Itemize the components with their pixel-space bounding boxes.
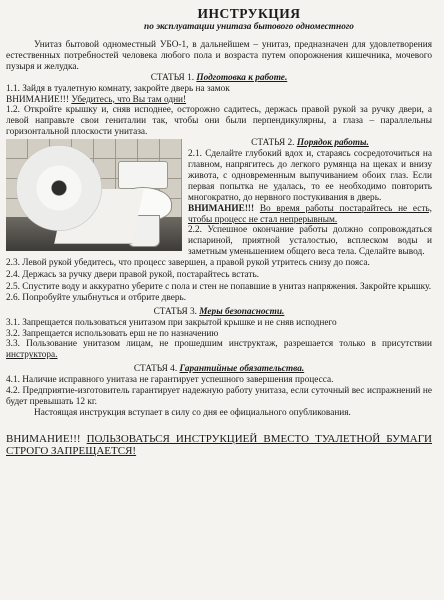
article-1-title: Подготовка к работе.: [196, 72, 288, 83]
article-4-heading: [6, 364, 432, 375]
item-2-2: 2.2. Успешное окончание работы должно сопровождаться испариной, приятной усталостью, всплеском воды и заметным уменьшением общего веса тела. Сделайте вывод.: [188, 225, 432, 258]
item-3-2: 3.2. Запрещается использовать ерш не по назначению: [6, 328, 219, 339]
final-warning-label: ВНИМАНИЕ!!!: [6, 432, 81, 445]
warning-label: ВНИМАНИЕ!!!: [6, 94, 70, 105]
item-3-3: [6, 339, 432, 361]
warning-text: Убедитесь, что Вы там одни!: [71, 94, 187, 105]
item-1-2: 1.2. Откройте крышку и, сняв исподнее, осторожно садитесь, держась правой рукой за ручку двери, а левой направьте свои гениталии так, чтобы они были перпендикулярны, а глаза – параллельны горизонтальной плоскости унитаза.: [6, 105, 432, 138]
intro-paragraph: Унитаз бытовой одноместный УБО-1, в дальнейшем – унитаз, предназначен для удовлетворения естественных потребностей человека любого пола и возраста путем опорожнения кишечника, мочевого пузыря и желудка.: [6, 40, 432, 72]
document-subtitle: по эксплуатации унитаза бытового одноместного: [144, 22, 354, 32]
toilet-photo: [6, 139, 182, 251]
item-3-3-instructor: инструктора.: [6, 350, 58, 361]
article-4-number: СТАТЬЯ 4.: [133, 364, 178, 375]
article-3-number: СТАТЬЯ 3.: [153, 306, 197, 317]
final-warning: [6, 433, 432, 458]
warning-text: Во время работы постарайтесь не есть, чтобы процесс не стал непрерывным.: [188, 203, 433, 225]
item-4-1: 4.1. Наличие исправного унитаза не гарантирует успешного завершения процесса.: [6, 375, 334, 386]
item-1-1-warning: [6, 95, 432, 106]
warning-label: ВНИМАНИЕ!!!: [188, 203, 255, 214]
article-3-title: Меры безопасности.: [199, 306, 285, 317]
article-4-title: Гарантийные обязательства.: [179, 364, 305, 375]
item-4-2: 4.2. Предприятие-изготовитель гарантирует надежную работу унитаза, если суточный вес испражнений не будет превышать 12 кг.: [6, 386, 432, 407]
article-1-number: СТАТЬЯ 1.: [150, 72, 195, 83]
article-2-block: [6, 138, 432, 258]
toilet-paper-roll: [16, 145, 102, 231]
item-2-5: 2.5. Спустите воду и аккуратно уберите с пола и стен не попавшие в унитаз напряжения. Закройте крышку.: [6, 281, 432, 292]
document-title: ИНСТРУКЦИЯ: [197, 6, 301, 21]
item-2-6: 2.6. Попробуйте улыбнуться и отбрите дверь.: [6, 292, 187, 303]
closing-statement: Настоящая инструкция вступает в силу со дня ее официального опубликования.: [34, 407, 351, 418]
article-2-title: Порядок работы.: [296, 138, 369, 149]
article-1-heading: [6, 73, 432, 84]
item-3-1: 3.1. Запрещается пользоваться унитазом при закрытой крышке и не сняв исподнего: [6, 317, 337, 328]
item-2-3: 2.3. Левой рукой убедитесь, что процесс завершен, а правой рукой утритесь снизу до пояса.: [6, 258, 370, 269]
item-3-3-text: 3.3. Пользование унитазом лицам, не прошедшим инструктаж, разрешается только в присутствии: [6, 339, 432, 350]
item-2-1: 2.1. Сделайте глубокий вдох и, стараясь сосредоточиться на главном, напрягитесь до легкого румянца на щеках и внизу живота, с одновременным выпучиванием обоих глаз. Если первая попытка не удалась, то ее необходимо повторить многократно, до нервного постукивания в дверь.: [188, 149, 432, 203]
item-2-4: 2.4. Держась за ручку двери правой рукой, постарайтесь встать.: [6, 270, 260, 281]
article-2-number: СТАТЬЯ 2.: [251, 138, 295, 149]
final-warning-text: ПОЛЬЗОВАТЬСЯ ИНСТРУКЦИЕЙ ВМЕСТО ТУАЛЕТНОЙ БУМАГИ СТРОГО ЗАПРЕЩАЕТСЯ!: [6, 432, 433, 458]
article-3-heading: [6, 307, 432, 318]
toilet-tank: [118, 161, 168, 189]
item-1-1: 1.1. Зайдя в туалетную комнату, закройте дверь на замок: [6, 83, 230, 94]
